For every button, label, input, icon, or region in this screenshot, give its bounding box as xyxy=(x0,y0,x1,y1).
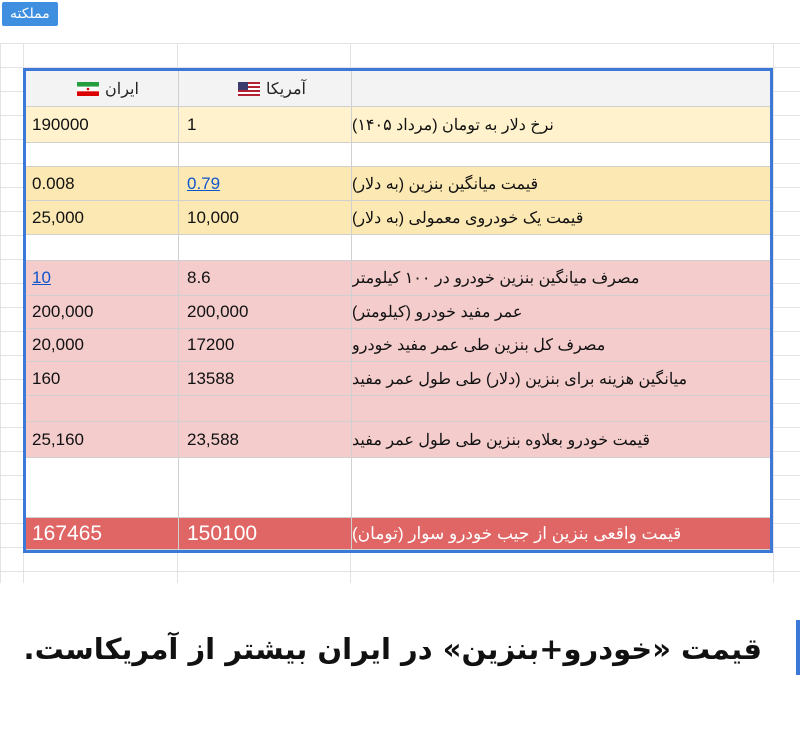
table-row xyxy=(26,107,770,143)
table-row xyxy=(26,329,770,362)
cell-iran[interactable] xyxy=(26,143,179,167)
cell-usa[interactable] xyxy=(179,396,352,422)
cell-usa-link[interactable]: 0.79 xyxy=(187,173,221,193)
cell-usa[interactable]: 23,588 xyxy=(179,422,352,458)
cell-usa[interactable] xyxy=(179,235,352,261)
cell-label[interactable] xyxy=(352,396,770,422)
table-row xyxy=(26,235,770,261)
cell-usa[interactable] xyxy=(179,143,352,167)
cell-usa[interactable] xyxy=(179,458,352,518)
cell-label[interactable]: عمر مفید خودرو (کیلومتر) xyxy=(352,296,770,329)
cell-usa[interactable]: 200,000 xyxy=(179,296,352,329)
cell-label[interactable]: مصرف کل بنزین طی عمر مفید خودرو xyxy=(352,329,770,362)
cell-iran[interactable]: 0.008 xyxy=(26,167,179,201)
cell-usa[interactable]: 13588 xyxy=(179,362,352,396)
cell-iran[interactable]: 190000 xyxy=(26,107,179,143)
table-row xyxy=(26,362,770,396)
cell-iran[interactable] xyxy=(26,458,179,518)
cell-iran[interactable]: 167465 xyxy=(26,518,179,550)
cell-iran-link[interactable]: 10 xyxy=(32,268,51,287)
cell-usa[interactable]: 1 xyxy=(179,107,352,143)
cell-usa[interactable]: 8.6 xyxy=(179,261,352,296)
cell-usa[interactable] xyxy=(179,167,352,201)
cell-usa[interactable]: 10,000 xyxy=(179,201,352,235)
cell-label[interactable]: قیمت واقعی بنزین از جیب خودرو سوار (تومان) xyxy=(352,518,770,550)
grid-column-line xyxy=(773,43,774,583)
cell-usa[interactable]: 17200 xyxy=(179,329,352,362)
header-label[interactable] xyxy=(352,71,770,107)
table-row-total xyxy=(26,518,770,550)
cell-label[interactable] xyxy=(352,235,770,261)
cell-iran[interactable] xyxy=(26,396,179,422)
cell-label[interactable]: مصرف میانگین بنزین خودرو در ۱۰۰ کیلومتر xyxy=(352,261,770,296)
cell-label[interactable]: قیمت یک خودروی معمولی (به دلار) xyxy=(352,201,770,235)
header-usa[interactable] xyxy=(179,71,352,107)
cell-label[interactable]: قیمت میانگین بنزین (به دلار) xyxy=(352,167,770,201)
cell-label[interactable] xyxy=(352,143,770,167)
table-row xyxy=(26,261,770,296)
table-row xyxy=(26,201,770,235)
header-iran[interactable] xyxy=(26,71,179,107)
usa-flag-icon xyxy=(238,82,260,96)
iran-flag-icon xyxy=(77,82,99,96)
cell-iran[interactable]: 25,000 xyxy=(26,201,179,235)
header-usa-label: آمریکا xyxy=(265,80,306,98)
comparison-table xyxy=(23,68,773,553)
header-iran-label: ایران xyxy=(105,80,139,98)
cell-usa[interactable]: 150100 xyxy=(179,518,352,550)
cell-iran[interactable]: 20,000 xyxy=(26,329,179,362)
table-row xyxy=(26,143,770,167)
cell-iran[interactable]: 25,160 xyxy=(26,422,179,458)
table-row xyxy=(26,458,770,518)
cell-label[interactable]: نرخ دلار به تومان (مرداد ۱۴۰۵) xyxy=(352,107,770,143)
cell-iran[interactable]: 200,000 xyxy=(26,296,179,329)
cell-label[interactable]: میانگین هزینه برای بنزین (دلار) طی طول عمر مفید xyxy=(352,362,770,396)
table-row xyxy=(26,167,770,201)
cell-iran[interactable] xyxy=(26,261,179,296)
cell-iran[interactable] xyxy=(26,235,179,261)
cell-label[interactable]: قیمت خودرو بعلاوه بنزین طی طول عمر مفید xyxy=(352,422,770,458)
caption-accent-bar xyxy=(796,620,800,675)
brand-badge: مملکته xyxy=(2,2,58,26)
caption-text: قیمت «خودرو+بنزین» در ایران بیشتر از آمریکاست. xyxy=(23,632,762,666)
table-row xyxy=(26,422,770,458)
table-row xyxy=(26,396,770,422)
table-row xyxy=(26,296,770,329)
cell-iran[interactable]: 160 xyxy=(26,362,179,396)
table-header-row xyxy=(26,71,770,107)
cell-label[interactable] xyxy=(352,458,770,518)
